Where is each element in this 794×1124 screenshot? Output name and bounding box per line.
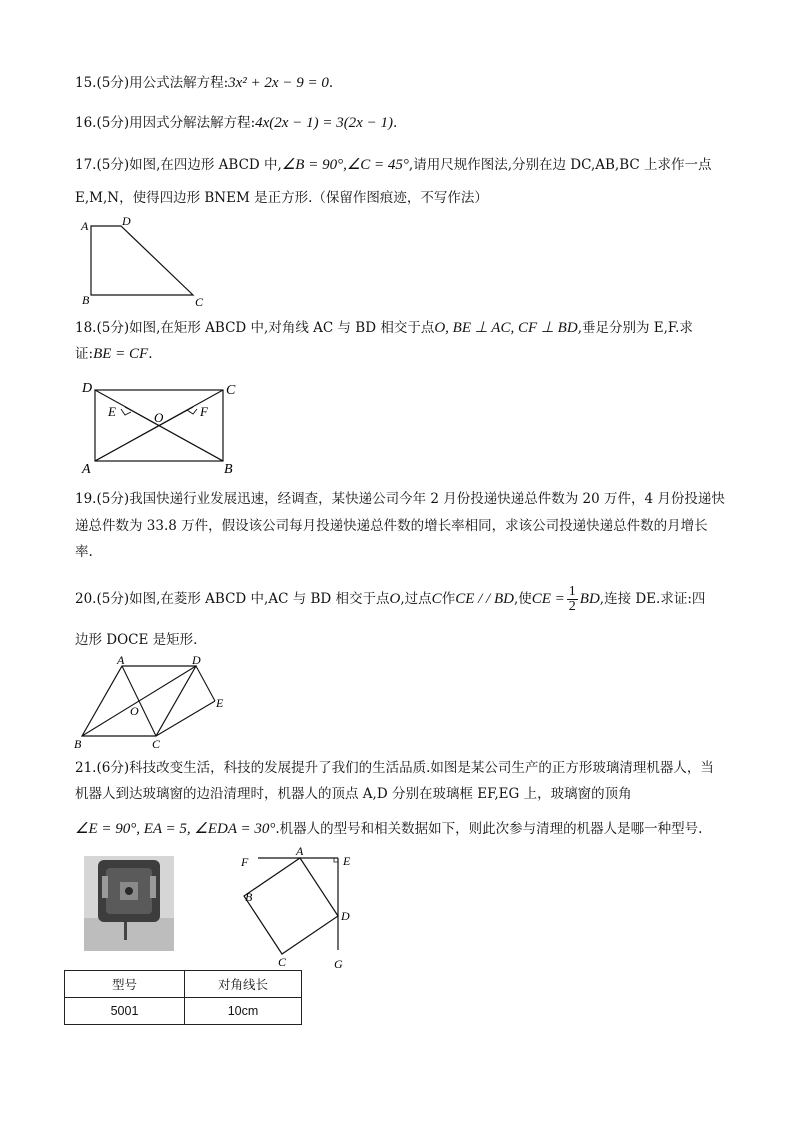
q18-label-f: F xyxy=(200,404,208,419)
q17-text-b: ,请用尺规作图法,分别在边 DC,AB,BC 上求作一点 xyxy=(408,157,712,173)
q19-line-2-text: 递总件数为 33.8 万件，假设该公司每月投递快递总件数的增长率相同，求该公司投递快递总件数的月增长 xyxy=(75,518,708,534)
question-21-line-2 xyxy=(75,785,632,803)
question-21-line-1 xyxy=(75,759,714,777)
q17-label-d: D xyxy=(122,214,131,228)
table-header-row xyxy=(65,971,302,998)
q20-label-e: E xyxy=(216,696,224,710)
q20-text-e: ,连接 DE.求证:四 xyxy=(599,591,706,607)
q17-label-a: A xyxy=(81,219,89,233)
q21-line-1-text: 21.(6分)科技改变生活，科技的发展提升了我们的生活品质.如图是某公司生产的正方形玻璃清理机器人，当 xyxy=(75,760,714,776)
question-15 xyxy=(75,74,333,92)
question-20-line-1 xyxy=(75,584,705,614)
q20-diagonal-bd xyxy=(82,666,196,736)
q20-text-c: 作 xyxy=(441,591,456,607)
q20-point-o: O xyxy=(389,591,401,607)
q20-rhombus-diagram xyxy=(70,654,240,750)
q17-text-a: 17.(5分)如图,在四边形 ABCD 中, xyxy=(75,157,282,173)
q20-fraction-numerator: 1 xyxy=(568,584,576,599)
q18-rectangle-diagram xyxy=(78,380,244,476)
robot-photo-drawing xyxy=(84,856,174,951)
q20-ce-parallel-bd: CE / / BD xyxy=(455,591,514,607)
table-row xyxy=(65,998,302,1025)
table-cell-diagonal: 10cm xyxy=(185,998,302,1025)
q20-segment-ce xyxy=(156,701,215,736)
q18-segment-be xyxy=(125,407,223,461)
q20-text-a: 20.(5分)如图,在菱形 ABCD 中,AC 与 BD 相交于点 xyxy=(75,591,390,607)
q16-prefix: 16.(5分)用因式分解法解方程: xyxy=(75,115,256,131)
q21-label-g: G xyxy=(334,957,343,971)
q20-bd: BD xyxy=(579,591,600,607)
table-header-model: 型号 xyxy=(65,971,185,998)
q18-label-d: D xyxy=(82,381,93,396)
q21-math: ∠E = 90°, EA = 5, ∠EDA = 30° xyxy=(75,821,276,837)
q21-label-c: C xyxy=(278,955,287,969)
q21-label-b: B xyxy=(245,890,253,904)
q16-suffix: . xyxy=(392,115,398,131)
question-19-line-2 xyxy=(75,517,708,535)
q20-fraction-denominator: 2 xyxy=(568,599,576,614)
robot-spec-table xyxy=(64,970,302,1025)
q18-text-c: 证: xyxy=(75,346,94,362)
q20-label-c: C xyxy=(152,737,161,751)
q20-label-d: D xyxy=(192,653,201,667)
q17-quadrilateral-shape xyxy=(91,226,193,295)
q17-line-2-text: E,M,N，使得四边形 BNEM 是正方形.（保留作图痕迹，不写作法） xyxy=(75,190,488,206)
q21-label-d: D xyxy=(341,909,350,923)
table-cell-model: 5001 xyxy=(65,998,185,1025)
q21-label-e: E xyxy=(343,854,351,868)
q21-square-robot xyxy=(244,858,338,954)
q17-label-b: B xyxy=(82,293,90,307)
q21-label-f: F xyxy=(241,855,249,869)
q21-line-2-text: 机器人到达玻璃窗的边沿清理时，机器人的顶点 A,D 分别在玻璃框 EF,EG 上，玻璃窗的顶角 xyxy=(75,786,632,802)
q15-prefix: 15.(5分)用公式法解方程: xyxy=(75,75,229,91)
q15-suffix: . xyxy=(328,75,334,91)
q17-math: ∠B = 90°,∠C = 45° xyxy=(281,157,409,173)
q18-math-2: BE = CF xyxy=(93,346,149,362)
q18-text-d: . xyxy=(148,346,153,362)
q18-label-a: A xyxy=(82,462,91,477)
q16-equation: 4x(2x − 1) = 3(2x − 1) xyxy=(255,115,393,131)
question-16 xyxy=(75,114,397,132)
question-20-line-2 xyxy=(75,631,197,649)
question-18-line-1 xyxy=(75,319,693,337)
q19-line-3-text: 率. xyxy=(75,544,93,560)
robot-photo xyxy=(84,856,174,951)
q18-text-a: 18.(5分)如图,在矩形 ABCD 中,对角线 AC 与 BD 相交于点 xyxy=(75,320,435,336)
question-19-line-1 xyxy=(75,490,725,508)
q18-label-o: O xyxy=(154,410,164,425)
q18-label-e: E xyxy=(108,404,116,419)
q19-line-1-text: 19.(5分)我国快递行业发展迅速，经调查，某快递公司今年 2 月份投递快递总件数为 20 万件，4 月份投递快 xyxy=(75,491,725,507)
q20-label-o: O xyxy=(130,704,139,718)
question-18-line-2 xyxy=(75,345,152,363)
q20-point-c: C xyxy=(431,591,442,607)
question-21-line-3 xyxy=(75,820,702,838)
q21-label-a: A xyxy=(296,844,304,858)
q18-math: O, BE ⊥ AC, CF ⊥ BD xyxy=(434,320,578,336)
question-17-line-1 xyxy=(75,156,712,174)
q21-line-3-text: .机器人的型号和相关数据如下，则此次参与清理的机器人是哪一种型号. xyxy=(275,821,703,837)
q18-text-b: ,垂足分别为 E,F.求 xyxy=(577,320,693,336)
q17-label-c: C xyxy=(195,295,204,309)
question-19-line-3 xyxy=(75,543,93,561)
q20-fraction xyxy=(567,585,578,614)
q18-label-c: C xyxy=(226,383,236,398)
q20-ce-equals: CE = xyxy=(531,591,565,607)
q20-line-2-text: 边形 DOCE 是矩形. xyxy=(75,632,198,648)
q20-text-d: ,使 xyxy=(513,591,532,607)
q20-text-b: ,过点 xyxy=(400,591,432,607)
q18-label-b: B xyxy=(224,462,233,477)
q17-quadrilateral-diagram xyxy=(75,214,215,310)
q20-label-b: B xyxy=(74,737,82,751)
question-17-line-2 xyxy=(75,189,488,207)
q21-window-diagram xyxy=(238,844,362,970)
q15-equation: 3x² + 2x − 9 = 0 xyxy=(228,75,329,91)
q20-segment-de xyxy=(196,666,215,701)
q20-label-a: A xyxy=(117,653,125,667)
table-header-diagonal: 对角线长 xyxy=(185,971,302,998)
